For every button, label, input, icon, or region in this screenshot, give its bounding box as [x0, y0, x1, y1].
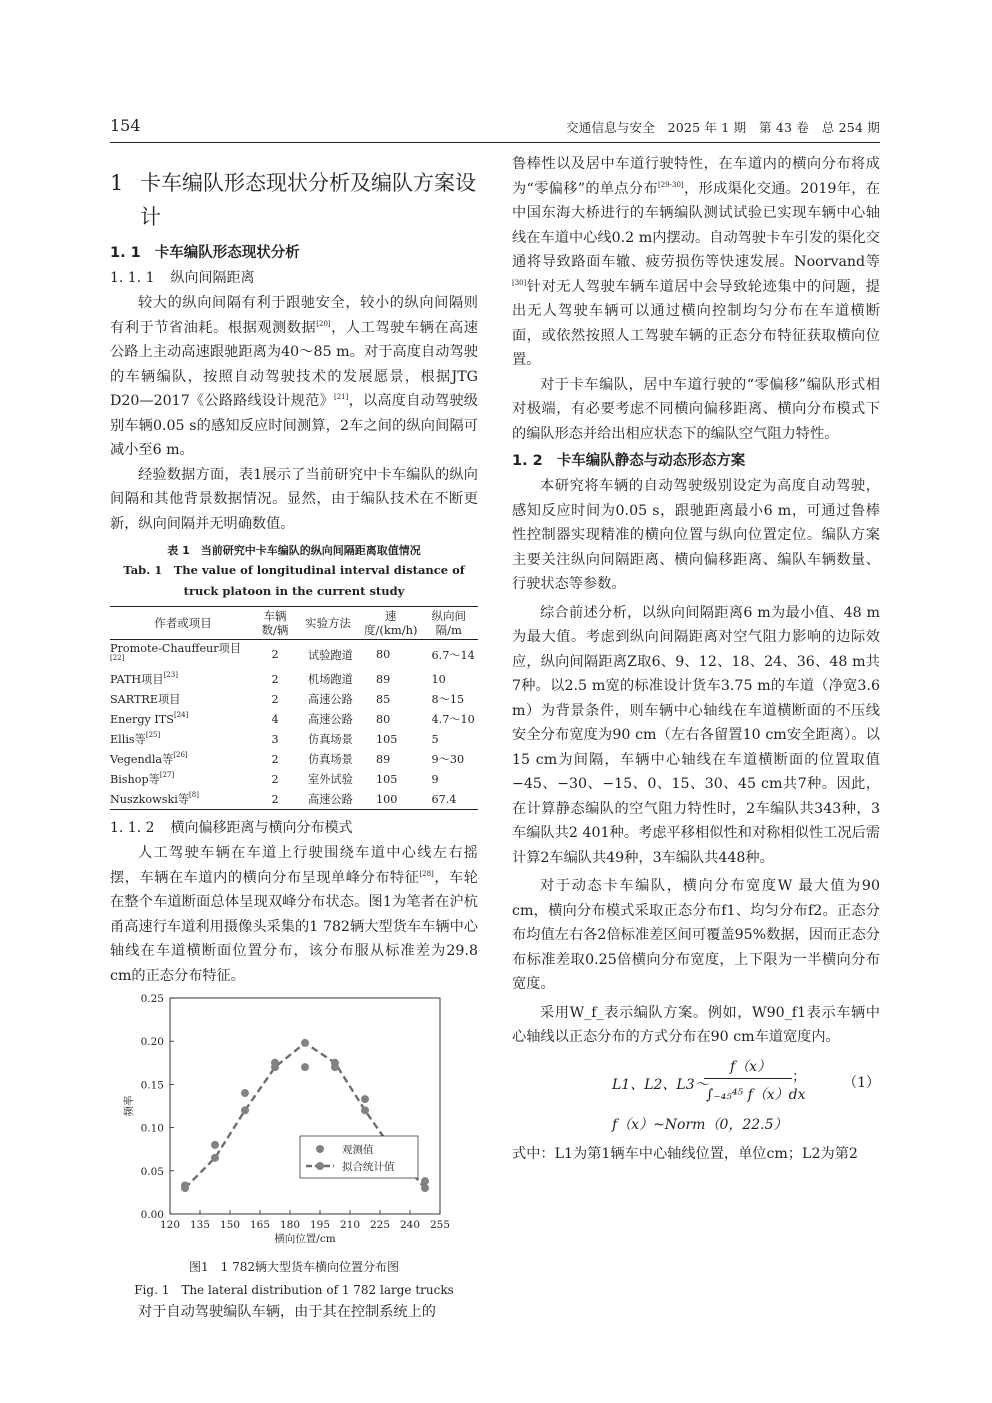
journal-info: 交通信息与安全 2025 年 1 期 第 43 卷 总 254 期 — [566, 120, 880, 135]
table-cell-method — [294, 689, 362, 709]
cell-text: 9～30 — [431, 753, 465, 766]
cell-text: 89 — [376, 752, 391, 766]
table-cell-gap — [420, 669, 478, 689]
table-cell-count — [256, 709, 294, 729]
cell-text: 试验跑道 — [308, 648, 353, 662]
table-cell-count — [256, 689, 294, 709]
fitted-point — [301, 1039, 309, 1047]
table-cell-method — [294, 669, 362, 689]
table-1 — [110, 606, 478, 810]
table-cell-speed — [362, 749, 420, 769]
citation: [20] — [316, 319, 331, 328]
citation: [28] — [419, 869, 434, 878]
section-1-1-1-heading — [110, 266, 478, 291]
x-tick-label: 255 — [429, 1219, 451, 1231]
table-cell-method — [294, 729, 362, 749]
cell-text: 2 — [271, 648, 279, 661]
table-cell-count — [256, 669, 294, 689]
table-cell-speed — [362, 709, 420, 729]
citation: [21] — [333, 393, 349, 401]
section-title: 纵向间隔距离 — [170, 270, 255, 286]
table-cell-gap — [420, 640, 478, 670]
observed-point — [331, 1063, 339, 1071]
section-title: 卡车编队静态与动态形态方案 — [556, 453, 746, 469]
cell-text: Ellis等 — [110, 733, 146, 746]
citation: [29-30] — [658, 180, 684, 189]
figure-caption-cn: 图1 1 782辆大型货车横向位置分布图 — [189, 1260, 399, 1274]
equation-number: （1） — [843, 1074, 880, 1091]
fraction-line — [704, 1078, 792, 1079]
table-cell-name — [110, 749, 256, 769]
observed-point — [301, 1063, 309, 1071]
text-run: ，以高度自动驾驶级别车辆0.05 s的感知反应时间测算，2车之间的纵向间隔可减小至6 m。 — [110, 393, 478, 458]
table-row — [110, 729, 478, 749]
legend-fitted-label: 拟合统计值 — [342, 1161, 395, 1173]
fitted-point — [211, 1154, 219, 1162]
table-cell-count — [256, 640, 294, 670]
cell-text: 10 — [431, 672, 446, 686]
cell-text: 高速公路 — [308, 793, 353, 806]
observed-point — [181, 1181, 189, 1189]
x-tick-label: 135 — [189, 1219, 211, 1231]
legend-fitted-marker — [316, 1162, 324, 1170]
table-row — [110, 669, 478, 689]
table-cell-gap — [420, 729, 478, 749]
table-cell-method — [294, 749, 362, 769]
legend-observed-marker — [316, 1145, 324, 1153]
page-number: 154 — [110, 116, 141, 135]
cell-text: 仿真场景 — [308, 753, 353, 766]
section-1-2-heading — [512, 448, 880, 474]
section-number: 1 — [110, 171, 124, 195]
citation: [22] — [110, 654, 125, 662]
citation: [27] — [159, 771, 175, 779]
table-cell-name — [110, 689, 256, 709]
table-header-row — [110, 607, 478, 640]
equation-lhs: L1、L2、L3～ — [612, 1076, 709, 1093]
table-cell-name — [110, 640, 256, 670]
cell-text: 仿真场景 — [308, 733, 353, 746]
section-1-1-heading — [110, 240, 478, 266]
table-cell-gap — [420, 749, 478, 769]
paragraph-zero-offset: 对于卡车编队，居中车道行驶的“零偏移”编队形式相对极端，有必要考虑不同横向偏移距离、横向分布模式下的编队形态并给出相应状态下的编队空气阻力特性。 — [512, 376, 880, 442]
table-cell-name — [110, 729, 256, 749]
section-1-heading — [110, 166, 478, 234]
cell-text: PATH项目 — [110, 673, 164, 686]
cell-text: Energy ITS — [110, 712, 174, 726]
cell-text: Vegendla等 — [110, 753, 174, 766]
cell-text: 高速公路 — [308, 693, 353, 706]
cell-text: 2 — [271, 792, 279, 806]
section-number: 1. 1. 2 — [110, 820, 155, 836]
observed-point — [211, 1141, 219, 1149]
text-run: ，车轮在整个车道断面总体呈现双峰分布状态。图1为笔者在沪杭甬高速行车道利用摄像头采集的1 782辆大型货车车辆中心轴线在车道横断面位置分布，该分布服从标准差为29.8 cm的正态分布特征。 — [110, 869, 478, 984]
table-cell-speed — [362, 729, 420, 749]
x-tick-label: 195 — [309, 1219, 331, 1231]
equation-1 — [512, 1050, 880, 1142]
text-run: 人工驾驶车辆在车道上行驶围绕车道中心线左右摇摆，车辆在车道内的横向分布呈现单峰分布特征 — [110, 845, 478, 886]
x-tick-label: 210 — [339, 1219, 361, 1231]
text-run: ，形成渠化交通。2019年，在中国东海大桥进行的车辆编队测试试验已实现车辆中心轴线在车道中心线0.2 m内摆动。自动驾驶卡车引发的渠化交通将导致路面车辙、疲劳损伤等快速发展。Noorvand等 — [512, 180, 880, 270]
citation: [30] — [512, 278, 527, 287]
y-tick-label: 0.25 — [140, 993, 164, 1005]
table-cell-name — [110, 769, 256, 789]
x-tick-label: 180 — [279, 1219, 301, 1231]
left-column — [110, 150, 478, 1325]
table-cell-speed — [362, 669, 420, 689]
y-tick-label: 0.00 — [140, 1209, 164, 1221]
table-cell-speed — [362, 640, 420, 670]
cell-text: Promote-Chauffeur项目 — [110, 642, 241, 655]
section-1-1-2-heading — [110, 816, 478, 841]
equation-denominator: ∫₋₄₅⁴⁵ f（x）dx — [706, 1086, 806, 1103]
page-header — [110, 116, 880, 138]
paragraph-lateral-distribution — [110, 841, 478, 988]
cell-text: 2 — [271, 772, 279, 786]
cell-text: 5 — [431, 732, 439, 746]
table-cell-method — [294, 640, 362, 670]
table-cell-count — [256, 789, 294, 810]
x-tick-label: 165 — [249, 1219, 271, 1231]
cell-text: Bishop等 — [110, 773, 160, 786]
legend-observed-label: 观测值 — [342, 1144, 374, 1156]
table-cell-count — [256, 749, 294, 769]
table-row — [110, 640, 478, 670]
table-cell-name — [110, 709, 256, 729]
table-row — [110, 749, 478, 769]
table-body — [110, 640, 478, 810]
text-run: 较大的纵向间隔有利于跟驰安全，较小的纵向间隔则有利于节省油耗。根据观测数据 — [110, 295, 478, 336]
citation: [24] — [173, 710, 189, 719]
section-number: 1. 2 — [512, 453, 543, 469]
cell-text: 8～15 — [431, 693, 465, 706]
table-cell-method — [294, 789, 362, 810]
cell-text: 3 — [271, 732, 279, 746]
section-number: 1. 1 — [110, 245, 141, 261]
paragraph-autonomous-platoon-cont — [512, 152, 880, 373]
cell-text: 4.7～10 — [431, 713, 475, 726]
citation: [25] — [145, 731, 161, 739]
cell-text: 2 — [271, 692, 279, 706]
paragraph-autonomy-level: 本研究将车辆的自动驾驶级别设定为高度自动驾驶，感知反应时间为0.05 s，跟驰距离最小6 m，可通过鲁棒性控制器实现精准的横向位置与纵向位置定位。编队方案主要关注纵向间隔距离、横向偏移距离、编队车辆数量、行驶状态等参数。 — [512, 478, 880, 592]
table-cell-count — [256, 769, 294, 789]
table-caption-en: Tab. 1 The value of longitudinal interval distance of truck platoon in the current study — [123, 563, 465, 598]
cell-text: 80 — [376, 648, 391, 661]
plot-frame — [170, 998, 440, 1214]
y-tick-label: 0.15 — [140, 1079, 164, 1092]
table-row — [110, 789, 478, 810]
cell-text: 4 — [271, 712, 279, 726]
y-tick-label: 0.20 — [140, 1036, 164, 1049]
table-cell-gap — [420, 709, 478, 729]
lateral-distribution-chart — [110, 988, 478, 1256]
text-run: 针对无人驾驶车辆车道居中会导致轮迹集中的问题，提出无人驾驶车辆可以通过横向控制均匀分布在车道横断面，或依然按照人工驾驶车辆的正态分布特征获取横向位置。 — [512, 278, 880, 368]
observed-point — [361, 1095, 369, 1103]
citation: [23] — [163, 671, 178, 679]
paragraph-empirical-data: 经验数据方面，表1展示了当前研究中卡车编队的纵向间隔和其他背景数据情况。显然，由于编队技术在不断更新，纵向间隔并无明确数值。 — [110, 466, 478, 532]
paragraph-longitudinal-interval — [110, 291, 478, 463]
x-tick-label: 225 — [369, 1219, 391, 1231]
table-cell-speed — [362, 789, 420, 810]
cell-text: 机场跑道 — [308, 673, 353, 686]
table-cell-count — [256, 729, 294, 749]
citation: [8] — [189, 791, 199, 799]
paragraph-dynamic-scheme: 对于动态卡车编队，横向分布宽度W 最大值为90 cm，横向分布模式采取正态分布f1、均匀分布f2。正态分布均值左右各2倍标准差区间可覆盖95%数据，因而正态分布标准差取0.25倍横向分布宽度，上下限为一半横向分布宽度。 — [512, 878, 880, 992]
table-header: 速度/(km/h) — [364, 609, 418, 637]
x-tick-label: 240 — [399, 1219, 421, 1231]
section-title: 卡车编队形态现状分析及编队方案设计 — [140, 171, 476, 229]
cell-text: 105 — [376, 772, 398, 786]
section-title: 横向偏移距离与横向分布模式 — [170, 820, 353, 836]
table-cell-speed — [362, 769, 420, 789]
y-tick-label: 0.10 — [140, 1122, 164, 1135]
table-header: 作者或项目 — [154, 616, 212, 630]
cell-text: 80 — [376, 712, 391, 726]
figure-1 — [110, 988, 478, 1256]
cell-text: 高速公路 — [308, 713, 353, 726]
observed-point — [241, 1089, 249, 1097]
paragraph-scheme-notation: 采用W_f_表示编队方案。例如，W90_f1表示车辆中心轴线以正态分布的方式分布在90 cm车道宽度内。 — [512, 1004, 880, 1045]
header-rule — [110, 142, 880, 143]
table-cell-name — [110, 789, 256, 810]
cell-text: 6.7～14 — [431, 648, 475, 662]
equation-numerator: f（x） — [730, 1058, 772, 1075]
cell-text: 89 — [376, 672, 391, 686]
cell-text: Nuszkowski等 — [110, 793, 190, 806]
x-tick-label: 120 — [159, 1219, 181, 1231]
citation: [26] — [173, 751, 188, 759]
table-cell-name — [110, 669, 256, 689]
y-axis-label: 频率 — [123, 1095, 135, 1117]
table-cell-speed — [362, 689, 420, 709]
paragraph-static-scheme: 综合前述分析，以纵向间隔距离6 m为最小值、48 m为最大值。考虑到纵向间隔距离对空气阻力影响的边际效应，纵向间隔距离Z取6、9、12、18、24、36、48 m共7种。以2.5 m宽的标准设计货车3.75 m的车道（净宽3.6 m）为背景条件，则车辆中心轴线在车道横断面的不压线安全分布宽度为90 cm（左右各留置10 cm安全距离）。以15 cm为间隔，车辆中心轴线在车道横断面的位置取值−45、−30、−15、0、15、30、45 cm共7种。因此，在计算静态编队的空气阻力特性时，2车编队共343种，3车编队共2 401种。考虑平移相似性和对称相似性工况后需计算2车编队共49种，3车编队共448种。 — [512, 604, 880, 866]
section-title: 卡车编队形态现状分析 — [154, 245, 300, 261]
right-column — [512, 152, 880, 1166]
table-cell-gap — [420, 769, 478, 789]
table-caption-cn: 表 1 当前研究中卡车编队的纵向间隔距离取值情况 — [167, 544, 421, 557]
x-axis-label: 横向位置/cm — [274, 1233, 336, 1245]
cell-text: 67.4 — [431, 792, 457, 806]
equation-tail: ； — [792, 1068, 806, 1085]
table-cell-gap — [420, 689, 478, 709]
table-header: 纵向间隔/m — [431, 609, 466, 637]
text-run: 鲁棒性以及居中车道行驶特性，在车道内的横向分布将成为“零偏移”的单点分布 — [512, 156, 880, 197]
figure-caption-en: Fig. 1 The lateral distribution of 1 782 large trucks — [134, 1283, 454, 1297]
fitted-point — [361, 1106, 369, 1114]
fitted-point — [421, 1184, 429, 1192]
fitted-point — [241, 1106, 249, 1114]
equation-line-2: f（x）~Norm（0，22.5） — [612, 1116, 788, 1133]
text-run: ，人工驾驶车辆在高速公路上主动高速跟驰距离为40～85 m。对于高度自动驾驶的车辆编队，按照自动驾驶技术的发展愿景，根据JTG D20—2017《公路路线设计规范》 — [110, 319, 478, 409]
section-number: 1. 1. 1 — [110, 270, 155, 286]
table-row — [110, 709, 478, 729]
cell-text: 室外试验 — [308, 773, 353, 786]
table-cell-method — [294, 769, 362, 789]
table-row — [110, 769, 478, 789]
observed-point — [421, 1177, 429, 1185]
table-header: 实验方法 — [305, 616, 351, 630]
table-cell-method — [294, 709, 362, 729]
y-tick-label: 0.05 — [140, 1165, 164, 1178]
table-row — [110, 689, 478, 709]
cell-text: SARTRE项目 — [110, 693, 181, 706]
x-tick-label: 150 — [219, 1219, 241, 1231]
cell-text: 85 — [376, 692, 391, 706]
observed-point — [271, 1059, 279, 1067]
cell-text: 2 — [271, 672, 279, 686]
table-cell-gap — [420, 789, 478, 810]
cell-text: 9 — [431, 772, 439, 786]
paragraph-where: 式中：L1为第1辆车中心轴线位置，单位cm；L2为第2 — [512, 1145, 858, 1162]
cell-text: 2 — [271, 752, 279, 766]
cell-text: 105 — [376, 732, 398, 746]
cell-text: 100 — [376, 792, 398, 806]
paragraph-autonomous-platoon-start: 对于自动驾驶编队车辆，由于其在控制系统上的 — [138, 1304, 436, 1320]
table-header: 车辆数/辆 — [261, 609, 289, 637]
